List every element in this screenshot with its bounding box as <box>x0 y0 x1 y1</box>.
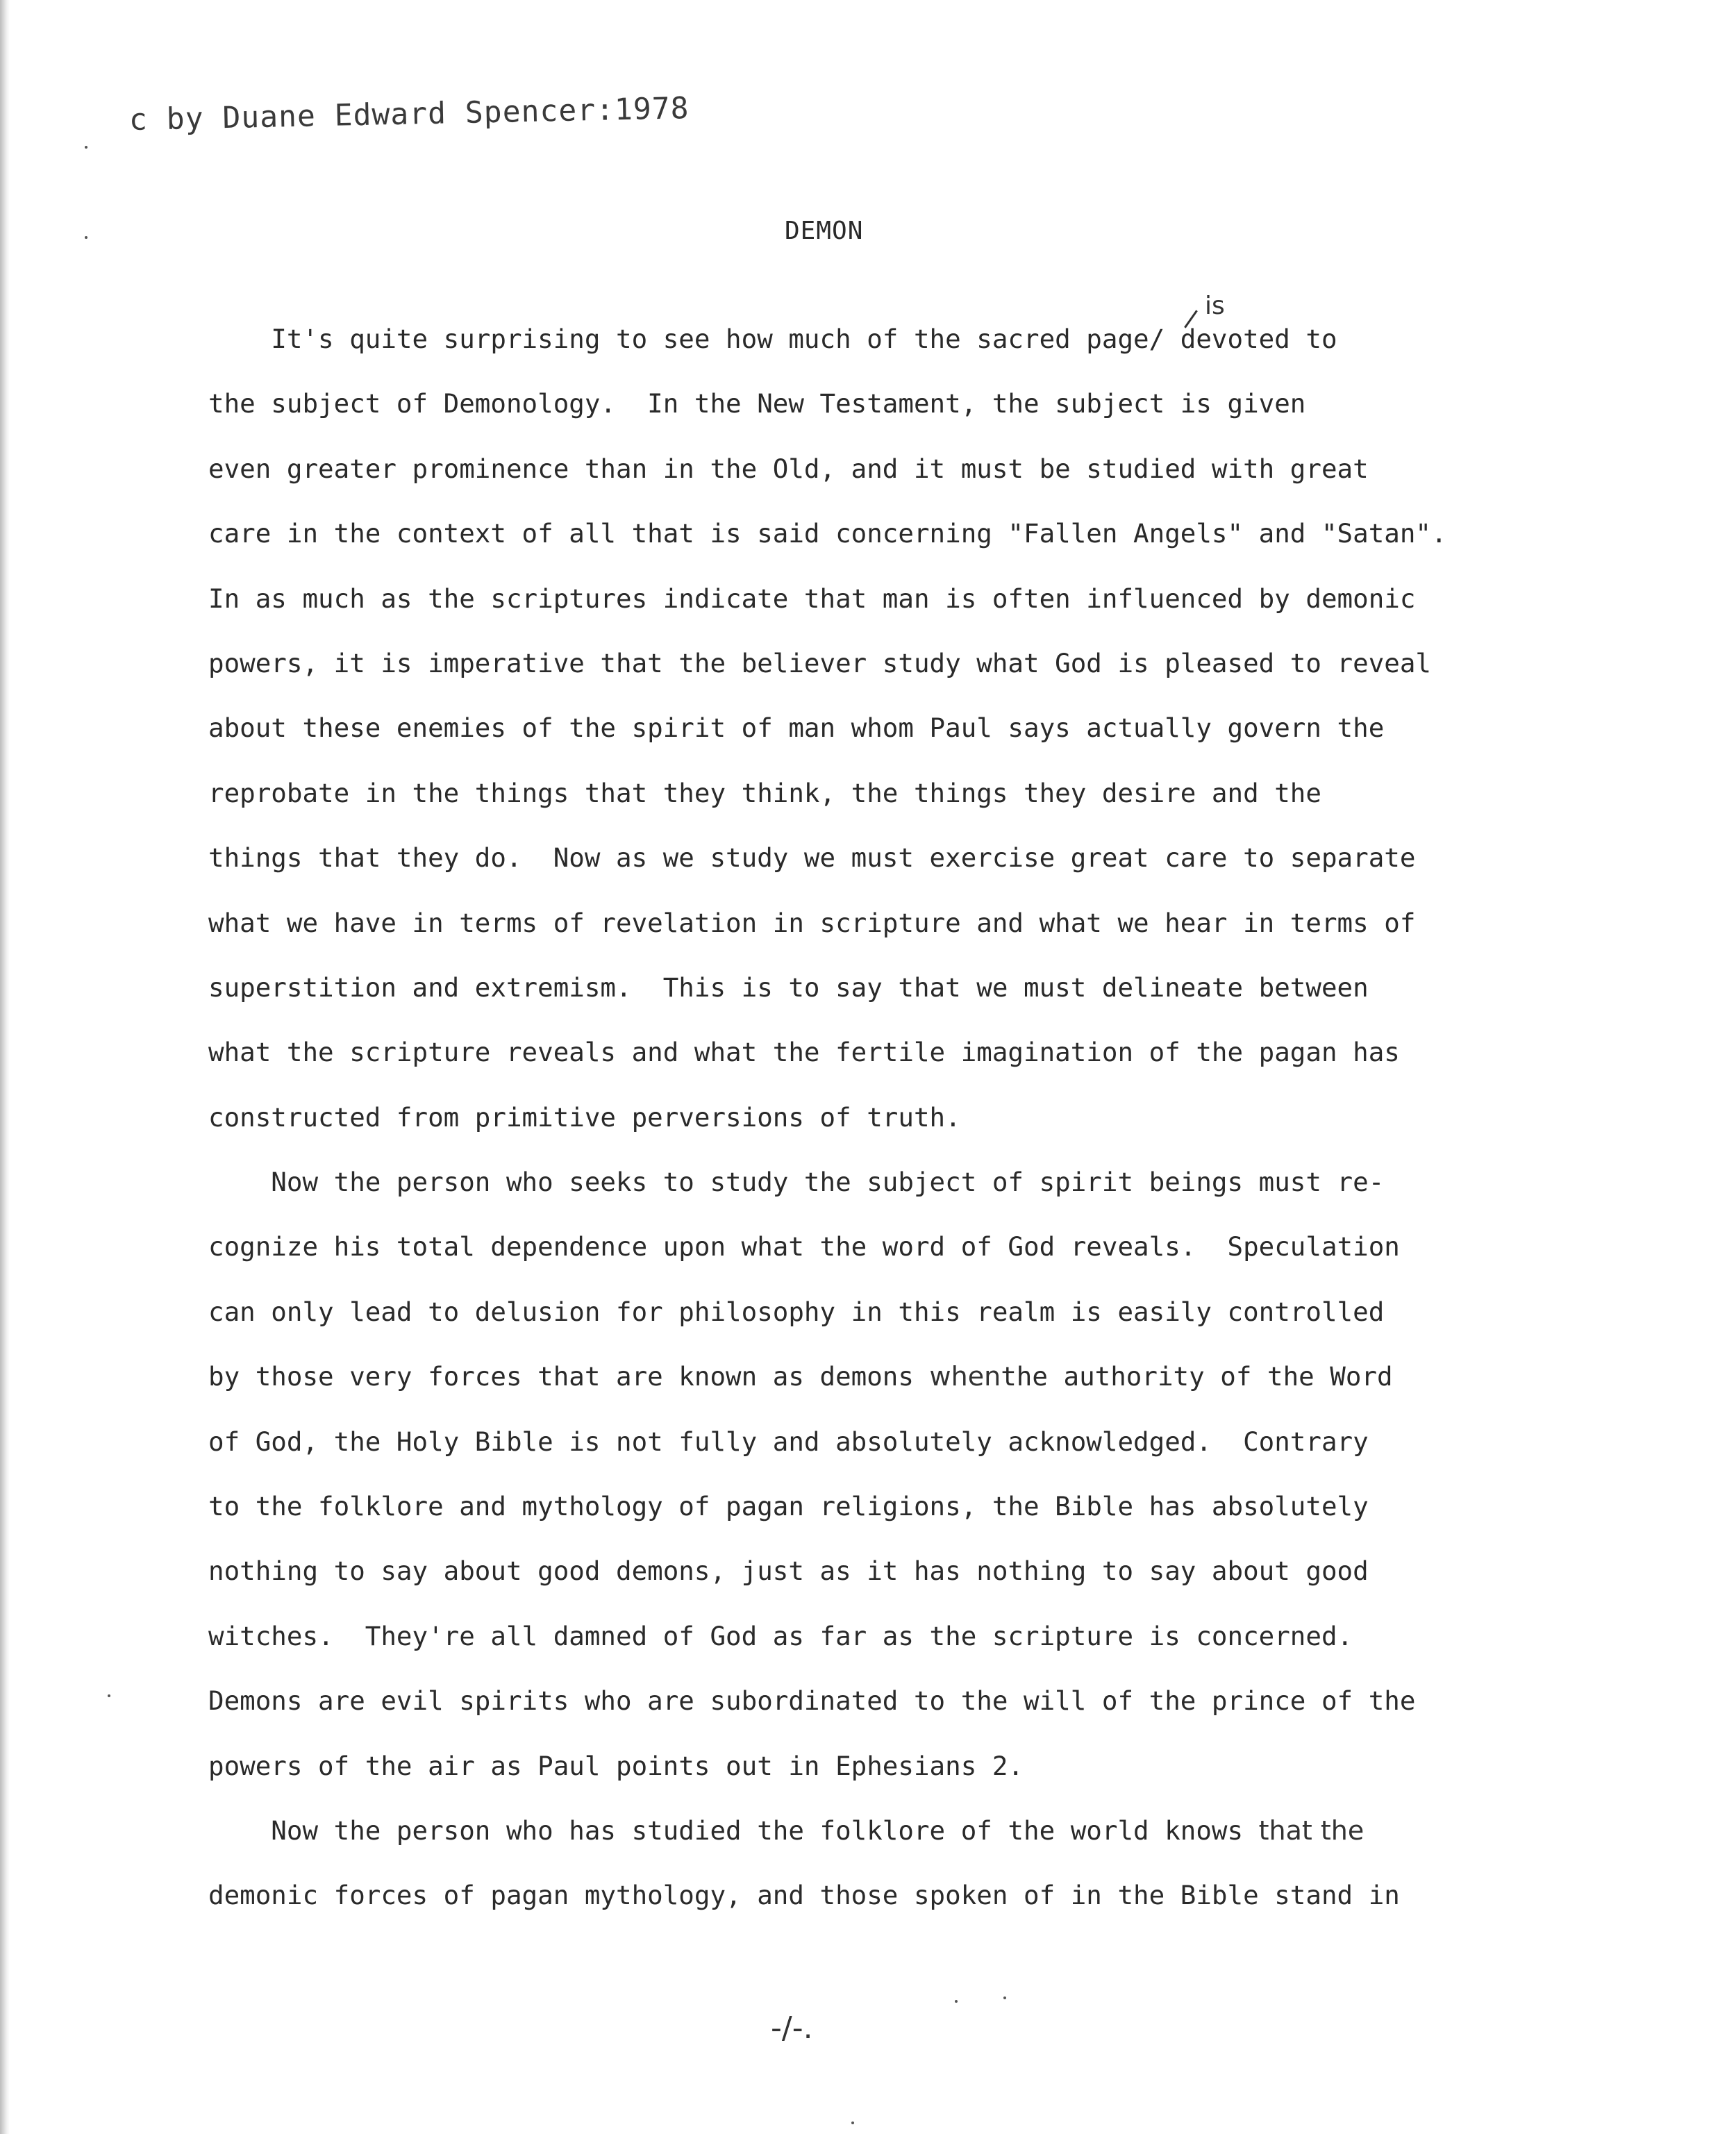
text-line: constructed from primitive perversions of truth. <box>208 1101 961 1133</box>
text-line: reprobate in the things that they think, the things they desire and the <box>208 777 1321 808</box>
text-line: things that they do. Now as we study we must exercise great care to separate <box>208 842 1416 874</box>
scan-speck <box>955 2000 958 2003</box>
document-body <box>208 307 1542 1928</box>
text-line: what the scripture reveals and what the fertile imagination of the pagan has <box>208 1037 1400 1068</box>
page-number: -/-. <box>771 2010 813 2046</box>
text-line: what we have in terms of revelation in scripture and what we hear in terms of <box>208 907 1416 938</box>
text-line: can only lead to delusion for philosophy in this realm is easily controlled <box>208 1296 1385 1327</box>
text-line: powers of the air as Paul points out in Ephesians 2. <box>208 1750 1024 1781</box>
text-line: of God, the Holy Bible is not fully and absolutely acknowledged. Contrary <box>208 1426 1369 1457</box>
scan-speck <box>851 2122 854 2124</box>
text-line: about these enemies of the spirit of man whom Paul says actually govern the <box>208 712 1385 744</box>
page-title: DEMON <box>785 217 864 245</box>
text-line: In as much as the scriptures indicate that man is often influenced by demonic <box>208 583 1416 614</box>
text-line-with-handwriting <box>208 1344 1542 1409</box>
line-end: the authority of the Word <box>1001 1361 1393 1392</box>
text-line-with-handwriting <box>208 1799 1542 1863</box>
copyright-notice: c by Duane Edward Spencer:1978 <box>128 91 690 137</box>
text-line: powers, it is imperative that the believer study what God is pleased to reveal <box>208 647 1431 678</box>
text-line: even greater prominence than in the Old, and it must be studied with great <box>208 453 1369 484</box>
scan-speck <box>85 236 87 239</box>
text-line: Demons are evil spirits who are subordinated to the will of the prince of the <box>208 1685 1416 1717</box>
text-line: Now the person who seeks to study the subject of spirit beings must re- <box>208 1167 1385 1198</box>
line-start: by those very forces that are known as demons <box>208 1361 930 1392</box>
scan-speck <box>85 146 87 149</box>
text-line: superstition and extremism. This is to say that we must delineate between <box>208 972 1369 1003</box>
scan-speck <box>108 1694 110 1697</box>
text-line: care in the context of all that is said concerning "Fallen Angels" and "Satan". <box>208 518 1447 549</box>
insertion-mark: is <box>1205 292 1225 320</box>
text-line: witches. They're all damned of God as far as the scripture is concerned. <box>208 1620 1353 1651</box>
text-line: It's quite surprising to see how much of the sacred page/ devoted to <box>208 324 1337 354</box>
text-line: to the folklore and mythology of pagan religions, the Bible has absolutely <box>208 1491 1369 1522</box>
text-line: the subject of Demonology. In the New Testament, the subject is given <box>208 388 1306 419</box>
handwritten-words: that the <box>1258 1815 1364 1846</box>
scan-edge <box>0 0 10 2134</box>
handwritten-word: when <box>929 1361 1001 1392</box>
line-start: Now the person who has studied the folklore of the world knows <box>208 1815 1259 1846</box>
text-line: cognize his total dependence upon what the word of God reveals. Speculation <box>208 1231 1400 1262</box>
text-line: demonic forces of pagan mythology, and those spoken of in the Bible stand in <box>208 1880 1400 1911</box>
scan-speck <box>1003 1997 1006 1999</box>
text-line: nothing to say about good demons, just as it has nothing to say about good <box>208 1556 1369 1587</box>
